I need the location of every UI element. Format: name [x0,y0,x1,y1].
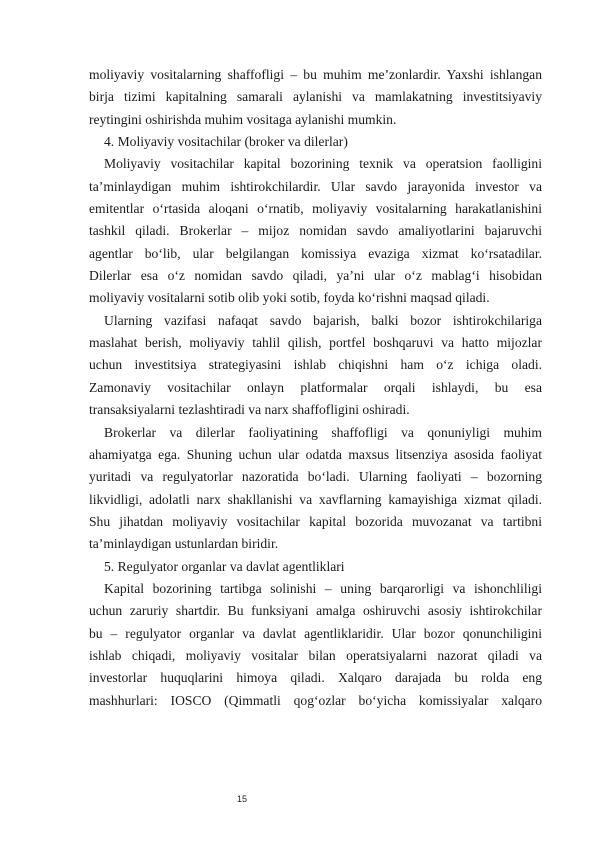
text-line: investorlar huquqlarini himoya qiladi. Xalqaro darajada bu rolda eng [89,670,542,686]
text-line: agentlar bo‘lib, ular belgilangan komissiya evaziga xizmat ko‘rsatadilar. [89,245,542,261]
text-line: Zamonaviy vositachilar onlayn platformalar orqali ishlaydi, bu esa [89,379,542,395]
text-line: ahamiyatga ega. Shuning uchun ular odatda maxsus litsenziya asosida faoliyat [89,446,542,462]
text-line: yuritadi va regulyatorlar nazoratida bo‘ladi. Ularning faoliyati – bozorning [89,469,542,485]
text-line: ta’minlaydigan ustunlardan biridir. [89,536,279,552]
section-heading: 5. Regulyator organlar va davlat agentliklari [104,558,345,574]
text-line: Ularning vazifasi nafaqat savdo bajarish, balki bozor ishtirokchilariga [104,312,542,328]
text-line: emitentlar o‘rtasida aloqani o‘rnatib, moliyaviy vositalarning harakatlanishini [89,201,542,217]
text-line: reytingini oshirishda muhim vositaga aylanishi mumkin. [89,111,397,127]
text-line: ishlab chiqadi, moliyaviy vositalar bilan operatsiyalarni nazorat qiladi va [89,647,542,663]
text-line: Shu jihatdan moliyaviy vositachilar kapital bozorida muvozanat va tartibni [89,513,542,529]
text-line: Kapital bozorining tartibga solinishi – uning barqarorligi va ishonchliligi [104,580,542,596]
text-line: moliyaviy vositalarni sotib olib yoki sotib, foyda ko‘rishni maqsad qiladi. [89,290,490,306]
text-line: birja tizimi kapitalning samarali aylanishi va mamlakatning investitsiyaviy [89,89,542,105]
text-line: maslahat berish, moliyaviy tahlil qilish, portfel boshqaruvi va hatto mijozlar [89,335,542,351]
text-line: Brokerlar va dilerlar faoliyatining shaffofligi va qonuniyligi muhim [104,424,542,440]
text-line: Moliyaviy vositachilar kapital bozorining texnik va operatsion faolligini [104,156,542,172]
body-text [89,64,542,712]
page-number: 15 [236,794,247,804]
text-line: transaksiyalarni tezlashtiradi va narx shaffofligini oshiradi. [89,402,410,418]
text-line: uchun zaruriy shartdir. Bu funksiyani amalga oshiruvchi asosiy ishtirokchilar [89,603,542,619]
text-line: Dilerlar esa o‘z nomidan savdo qiladi, ya’ni ular o‘z mablag‘i hisobidan [89,268,542,284]
text-line: tashkil qiladi. Brokerlar – mijoz nomidan savdo amaliyotlarini bajaruvchi [89,223,542,239]
text-line: uchun investitsiya strategiyasini ishlab chiqishni ham o‘z ichiga oladi. [89,357,542,373]
text-line: likvidligi, adolatli narx shakllanishi va xavflarning kamayishiga xizmat qiladi. [89,491,542,507]
text-line: moliyaviy vositalarning shaffofligi – bu muhim me’zonlardir. Yaxshi ishlangan [89,67,542,82]
text-line: bu – regulyator organlar va davlat agentliklaridir. Ular bozor qonunchiligini [89,625,542,641]
text-line: mashhurlari: IOSCO (Qimmatli qog‘ozlar bo‘yicha komissiyalar xalqaro [89,692,542,708]
text-line: ta’minlaydigan muhim ishtirokchilardir. Ular savdo jarayonida investor va [89,178,542,194]
section-heading: 4. Moliyaviy vositachilar (broker va dilerlar) [104,134,348,150]
